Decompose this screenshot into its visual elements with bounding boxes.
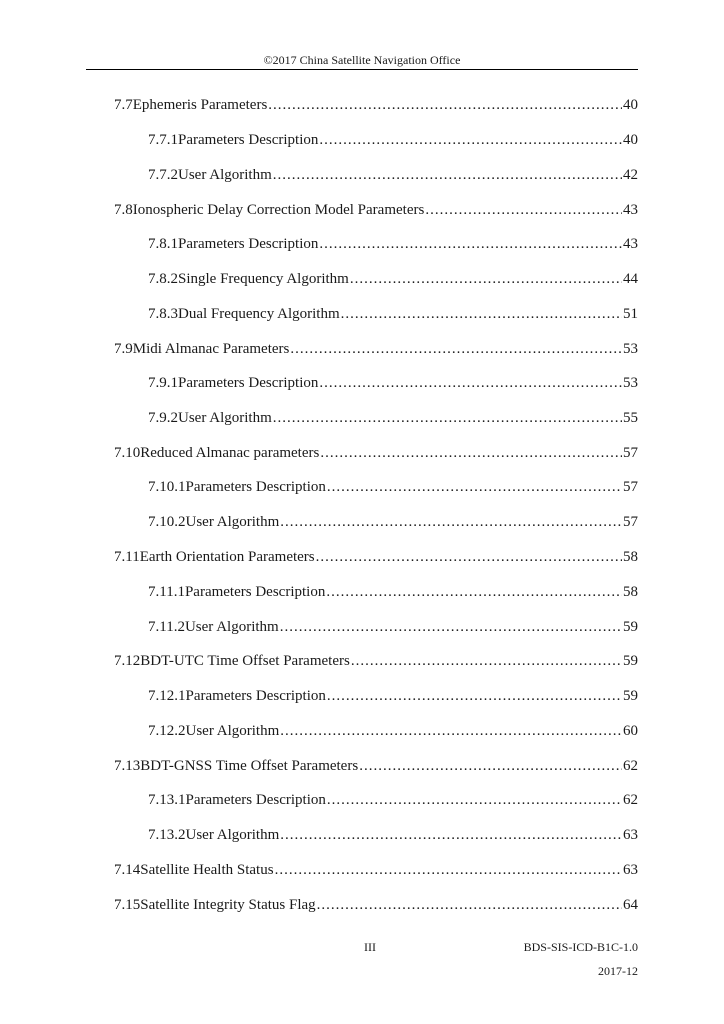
toc-leader-dots xyxy=(327,477,622,497)
toc-entry-7-10-2[interactable] xyxy=(148,512,638,532)
footer-document-id: BDS-SIS-ICD-B1C-1.0 xyxy=(523,940,638,954)
toc-page-number: 62 xyxy=(623,758,638,774)
toc-number: 7.8.1 xyxy=(148,236,178,252)
toc-title: Ephemeris Parameters xyxy=(132,97,268,113)
toc-leader-dots xyxy=(359,756,622,776)
toc-title: User Algorithm xyxy=(185,827,280,843)
toc-leader-dots xyxy=(327,790,622,810)
toc-number: 7.14 xyxy=(114,862,141,878)
toc-leader-dots xyxy=(327,686,622,706)
toc-number: 7.13.2 xyxy=(148,827,186,843)
toc-title: User Algorithm xyxy=(185,514,280,530)
toc-number: 7.12 xyxy=(114,653,141,669)
toc-number: 7.8 xyxy=(114,202,133,218)
toc-title: User Algorithm xyxy=(184,619,279,635)
toc-number: 7.7.2 xyxy=(148,167,178,183)
toc-leader-dots xyxy=(317,895,622,915)
toc-number: 7.10 xyxy=(114,445,141,461)
toc-entry-7-11-2[interactable] xyxy=(148,617,638,637)
toc-leader-dots xyxy=(320,443,622,463)
toc-page-number: 43 xyxy=(623,202,638,218)
toc-entry-7-12-1[interactable] xyxy=(148,686,638,706)
toc-page-number: 55 xyxy=(623,410,638,426)
toc-page-number: 58 xyxy=(623,584,638,600)
toc-leader-dots xyxy=(290,339,622,359)
toc-entry-7-7-2[interactable] xyxy=(148,165,638,185)
toc-entry-7-11-1[interactable] xyxy=(148,582,638,602)
toc-number: 7.13.1 xyxy=(148,792,186,808)
toc-number: 7.13 xyxy=(114,758,141,774)
toc-entry-7-9-1[interactable] xyxy=(148,373,638,393)
toc-number: 7.11.2 xyxy=(148,619,185,635)
toc-entry-7-7-1[interactable] xyxy=(148,130,638,150)
toc-leader-dots xyxy=(280,721,622,741)
toc-number: 7.11 xyxy=(114,549,140,565)
toc-leader-dots xyxy=(273,408,622,428)
toc-page-number: 57 xyxy=(623,479,638,495)
toc-leader-dots xyxy=(350,269,622,289)
footer-page-number: III xyxy=(364,940,376,954)
toc-leader-dots xyxy=(425,200,622,220)
toc-entry-7-9[interactable] xyxy=(114,339,638,359)
toc-entry-7-13-2[interactable] xyxy=(148,825,638,845)
toc-number: 7.12.2 xyxy=(148,723,186,739)
toc-leader-dots xyxy=(316,547,622,567)
toc-page-number: 59 xyxy=(623,653,638,669)
toc-page-number: 53 xyxy=(623,375,638,391)
toc-page-number: 60 xyxy=(623,723,638,739)
toc-title: Parameters Description xyxy=(185,479,326,495)
toc-page-number: 58 xyxy=(623,549,638,565)
toc-page-number: 42 xyxy=(623,167,638,183)
toc-page-number: 57 xyxy=(623,514,638,530)
toc-title: Dual Frequency Algorithm xyxy=(178,306,340,322)
toc-entry-7-13[interactable] xyxy=(114,756,638,776)
toc-title: BDT-UTC Time Offset Parameters xyxy=(140,653,350,669)
toc-title: Satellite Integrity Status Flag xyxy=(140,897,316,913)
toc-page-number: 59 xyxy=(623,619,638,635)
toc-title: Earth Orientation Parameters xyxy=(139,549,315,565)
toc-leader-dots xyxy=(268,95,622,115)
toc-title: User Algorithm xyxy=(178,410,272,426)
toc-entry-7-9-2[interactable] xyxy=(148,408,638,428)
toc-leader-dots xyxy=(341,304,622,324)
toc-title: Midi Almanac Parameters xyxy=(132,341,290,357)
toc-title: Reduced Almanac parameters xyxy=(140,445,320,461)
toc-leader-dots xyxy=(326,582,622,602)
toc-title: Parameters Description xyxy=(178,236,319,252)
toc-number: 7.7.1 xyxy=(148,132,178,148)
toc-entry-7-8[interactable] xyxy=(114,200,638,220)
toc-page-number: 40 xyxy=(623,97,638,113)
toc-entry-7-14[interactable] xyxy=(114,860,638,880)
toc-page-number: 57 xyxy=(623,445,638,461)
toc-page-number: 53 xyxy=(623,341,638,357)
toc-title: Parameters Description xyxy=(184,584,326,600)
toc-leader-dots xyxy=(280,825,622,845)
toc-title: Parameters Description xyxy=(178,375,319,391)
toc-title: Parameters Description xyxy=(178,132,319,148)
toc-entry-7-12-2[interactable] xyxy=(148,721,638,741)
toc-page-number: 63 xyxy=(623,862,638,878)
toc-entry-7-10-1[interactable] xyxy=(148,477,638,497)
toc-title: User Algorithm xyxy=(178,167,272,183)
toc-page-number: 63 xyxy=(623,827,638,843)
toc-number: 7.9 xyxy=(114,341,133,357)
toc-entry-7-8-1[interactable] xyxy=(148,234,638,254)
toc-page-number: 40 xyxy=(623,132,638,148)
toc-title: Ionospheric Delay Correction Model Parameters xyxy=(132,202,425,218)
toc-number: 7.9.1 xyxy=(148,375,178,391)
toc-number: 7.7 xyxy=(114,97,133,113)
toc-entry-7-8-3[interactable] xyxy=(148,304,638,324)
toc-title: Parameters Description xyxy=(185,792,326,808)
toc-entry-7-13-1[interactable] xyxy=(148,790,638,810)
toc-leader-dots xyxy=(280,512,622,532)
toc-entry-7-7[interactable] xyxy=(114,95,638,115)
toc-page-number: 64 xyxy=(623,897,638,913)
toc-leader-dots xyxy=(273,165,622,185)
toc-entry-7-15[interactable] xyxy=(114,895,638,915)
toc-number: 7.15 xyxy=(114,897,141,913)
toc-number: 7.9.2 xyxy=(148,410,178,426)
toc-page-number: 59 xyxy=(623,688,638,704)
toc-title: Parameters Description xyxy=(185,688,326,704)
toc-page-number: 43 xyxy=(623,236,638,252)
toc-title: Satellite Health Status xyxy=(140,862,274,878)
toc-leader-dots xyxy=(351,651,622,671)
toc-title: BDT-GNSS Time Offset Parameters xyxy=(140,758,359,774)
toc-number: 7.8.2 xyxy=(148,271,178,287)
toc-entry-7-8-2[interactable] xyxy=(148,269,638,289)
toc-number: 7.10.1 xyxy=(148,479,186,495)
toc-title: User Algorithm xyxy=(185,723,280,739)
toc-page-number: 51 xyxy=(623,306,638,322)
toc-number: 7.11.1 xyxy=(148,584,185,600)
toc-title: Single Frequency Algorithm xyxy=(178,271,349,287)
toc-entry-7-10[interactable] xyxy=(114,443,638,463)
toc-leader-dots xyxy=(280,617,622,637)
toc-number: 7.8.3 xyxy=(148,306,178,322)
toc-leader-dots xyxy=(275,860,622,880)
toc-leader-dots xyxy=(319,373,622,393)
toc-number: 7.10.2 xyxy=(148,514,186,530)
footer-date: 2017-12 xyxy=(598,964,638,978)
toc-leader-dots xyxy=(319,234,622,254)
page-header: ©2017 China Satellite Navigation Office xyxy=(263,53,461,67)
toc-leader-dots xyxy=(319,130,622,150)
toc-entry-7-11[interactable] xyxy=(114,547,638,567)
toc-page-number: 62 xyxy=(623,792,638,808)
toc-page-number: 44 xyxy=(623,271,638,287)
toc-number: 7.12.1 xyxy=(148,688,186,704)
toc-entry-7-12[interactable] xyxy=(114,651,638,671)
